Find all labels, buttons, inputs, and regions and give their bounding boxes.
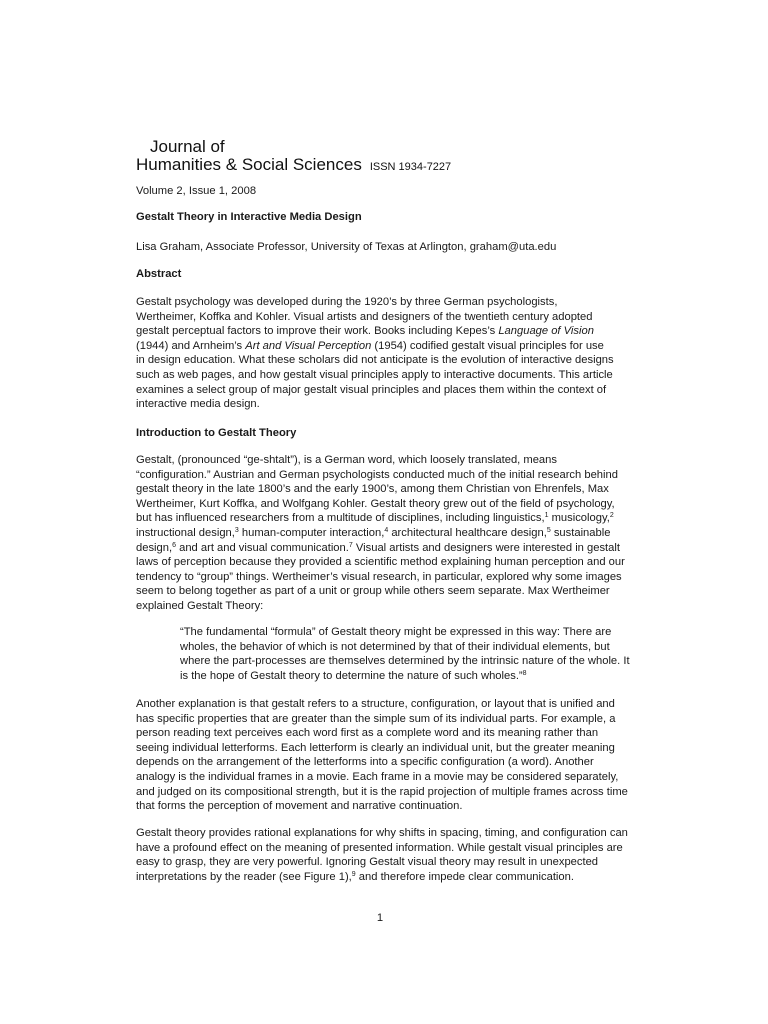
footnote-ref-9[interactable]: 9 xyxy=(351,870,356,878)
intro-body xyxy=(136,453,628,614)
abstract-heading: Abstract xyxy=(136,268,182,280)
article-title: Gestalt Theory in Interactive Media Design xyxy=(136,211,362,223)
journal-masthead xyxy=(136,138,451,177)
page-number: 1 xyxy=(376,912,384,924)
intro-heading: Introduction to Gestalt Theory xyxy=(136,427,297,439)
paragraph-gestalt-rational xyxy=(136,826,631,884)
intro-text-d: human-computer interaction, xyxy=(238,526,385,539)
abstract-text-2: (1944) and Arnheim’s xyxy=(136,339,246,352)
intro-text-c: instructional design, xyxy=(136,526,235,539)
masthead-line2 xyxy=(136,155,451,177)
para3-tail: and therefore impede clear communication. xyxy=(355,870,574,883)
book-title-2: Art and Visual Perception xyxy=(245,339,372,352)
quote-text: “The fundamental “formula” of Gestalt theory might be expressed in this way: There are wholes, the behavior of which is not determined by that of their individual elements, but where the part-processes are themselves determined by the intrinsic nature of the whole. It is the hope of Gestalt theory to determine the nature of such wholes.” xyxy=(180,626,630,682)
para3-text: Gestalt theory provides rational explanations for why shifts in spacing, timing, and configuration can have a profound effect on the meaning of presented information. While gestalt visual principles are easy to grasp, they are very powerful. Ignoring Gestalt visual theory may result in unexpected interpretations by the reader (see Figure 1), xyxy=(136,827,628,883)
footnote-ref-8[interactable]: 8 xyxy=(522,669,527,677)
author-line: Lisa Graham, Associate Professor, University of Texas at Arlington, graham@uta.edu xyxy=(136,241,557,253)
abstract-text-1: Gestalt psychology was developed during the 1920’s by three German psychologists, Wertheimer, Koffka and Kohler. Visual artists and designers of the twentieth century adopted gestalt perceptual factors to improve their work. Books including Kepes’s xyxy=(136,296,593,338)
footnote-ref-1[interactable]: 1 xyxy=(544,512,549,520)
volume-issue: Volume 2, Issue 1, 2008 xyxy=(136,185,257,197)
masthead-line1: Journal of xyxy=(150,137,225,156)
issn: ISSN 1934-7227 xyxy=(369,161,452,173)
book-title-1: Language of Vision xyxy=(498,325,594,338)
footnote-ref-7[interactable]: 7 xyxy=(348,541,353,549)
intro-text-h: Visual artists and designers were interested in gestalt laws of perception because they provided a scientific method explaining human perception and our tendency to “group” things. Wertheimer’s visual research, in particular, explored why some images seem to belong together as part of a unit or group while others seem separate. Max Wertheimer explained Gestalt Theory: xyxy=(136,541,625,612)
footnote-ref-6[interactable]: 6 xyxy=(172,541,176,549)
abstract-body xyxy=(136,295,614,412)
intro-text-g: and art and visual communication. xyxy=(175,541,349,554)
footnote-ref-3[interactable]: 3 xyxy=(234,526,239,534)
intro-text-e: architectural healthcare design, xyxy=(388,526,547,539)
footnote-ref-4[interactable]: 4 xyxy=(384,526,389,534)
paragraph-gestalt-explanation: Another explanation is that gestalt refers to a structure, configuration, or layout that is unified and has specific properties that are greater than the simple sum of its individual parts. For example, a person reading text perceives each word first as a complete word and its meaning rather than seeing individual letterforms. Each letterform is clearly an individual unit, but the greater meaning depends on the arrangement of the letterforms into a specific configuration (a word). Another analogy is the individual frames in a movie. Each frame in a movie may be considered separately, and judged on its compositional strength, but it is the rapid projection of multiple frames across time that forms the perception of movement and narrative continuation. xyxy=(136,698,628,813)
intro-text-b: musicology, xyxy=(548,512,610,525)
footnote-ref-2[interactable]: 2 xyxy=(609,512,614,520)
journal-name: Humanities & Social Sciences xyxy=(136,155,362,174)
intro-text-f: sustainable design, xyxy=(136,526,611,554)
footnote-ref-5[interactable]: 5 xyxy=(546,526,551,534)
abstract-text-3: (1954) codified gestalt visual principles for use in design education. What these scholars did not anticipate is the evolution of interactive designs such as web pages, and how gestalt visual principles apply to interactive documents. This article examines a select group of major gestalt visual principles and places them within the context of interactive media design. xyxy=(136,339,614,411)
block-quote xyxy=(180,625,630,683)
intro-text-a: Gestalt, (pronounced “ge-shtalt”), is a German word, which loosely translated, means “configuration.” Austrian and German psychologists conducted much of the initial research behind gestalt theory in the late 1800’s and the early 1900’s, among them Christian von Ehrenfels, Max Wertheimer, Kurt Koffka, and Wolfgang Kohler. Gestalt theory grew out of the field of psychology, but has influenced researchers from a multitude of disciplines, including linguistics, xyxy=(136,454,618,525)
